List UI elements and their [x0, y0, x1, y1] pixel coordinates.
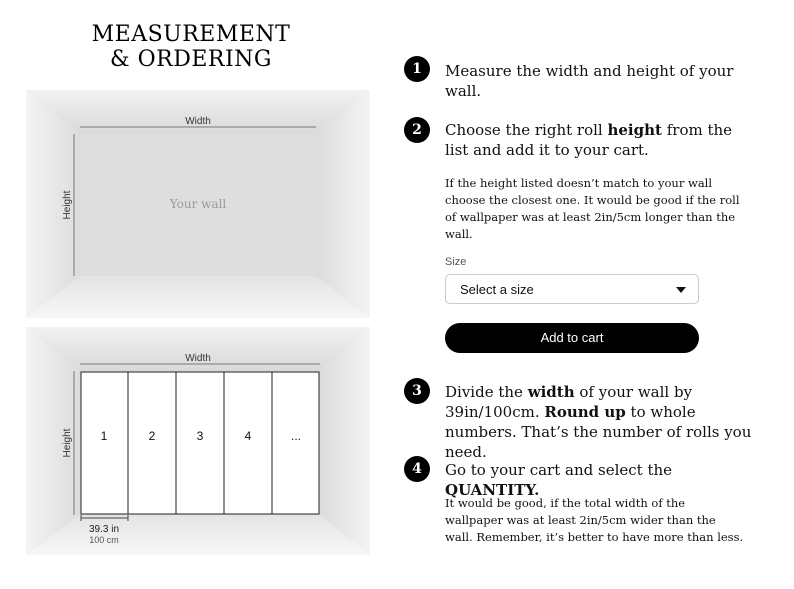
- step-2-note: If the height listed doesn’t match to your wall choose the closest one. It would be good if the roll of wallpaper was at least 2in/5cm longer than the wall.: [445, 176, 740, 241]
- step-2-bold: height: [607, 121, 662, 139]
- step-4-text-a: Go to your cart and select the: [445, 461, 673, 479]
- roll-label-2: 2: [148, 429, 156, 443]
- roll-more: [272, 372, 319, 514]
- step-number-4: 4: [404, 456, 430, 482]
- step-4-note: It would be good, if the total width of the wallpaper was at least 2in/5cm wider than the wall. Remember, it’s better to have more than less.: [445, 496, 744, 544]
- step-3-text-b: of your wall by 39in/100cm.: [445, 383, 693, 421]
- roll-label-1: 1: [100, 429, 108, 443]
- chevron-down-icon: [676, 287, 686, 293]
- width-label: Width: [185, 353, 211, 364]
- room-diagram-wall: [26, 90, 370, 318]
- step-2-text: [445, 120, 745, 160]
- height-label: Height: [62, 190, 73, 220]
- step-2-text-a: Choose the right roll: [445, 121, 608, 139]
- step-number-3: 3: [404, 378, 430, 404]
- step-number-1: 1: [404, 56, 430, 82]
- add-to-cart-button[interactable]: Add to cart: [445, 323, 699, 353]
- roll-2: [128, 372, 176, 514]
- step-4-text: [445, 460, 765, 500]
- roll-label-4: 4: [244, 429, 252, 443]
- width-label: Width: [185, 116, 211, 127]
- step-3: [404, 378, 764, 461]
- height-label: Height: [62, 428, 73, 458]
- wall-label: Your wall: [169, 197, 227, 211]
- step-4: [404, 456, 764, 499]
- step-3-bold-roundup: Round up: [544, 403, 626, 421]
- room-illustration: [26, 90, 370, 318]
- rolls-group: [81, 372, 319, 514]
- step-3-text-a: Divide the: [445, 383, 528, 401]
- step-number-2: 2: [404, 117, 430, 143]
- step-3-text-c: to whole numbers. That’s the number of rolls you need.: [445, 403, 752, 461]
- size-select[interactable]: [445, 274, 699, 304]
- step-3-text: [445, 382, 757, 462]
- step-4-bold: QUANTITY.: [445, 481, 540, 499]
- size-label: Size: [445, 256, 467, 268]
- step-2-text-b: from the list and add it to your cart.: [445, 121, 733, 159]
- step-1-text: Measure the width and height of your wall.: [445, 62, 734, 100]
- roll-width-in: 39.3 in: [88, 524, 120, 535]
- roll-label-more: ...: [290, 429, 302, 443]
- size-select-value: Select a size: [460, 282, 534, 297]
- roll-label-3: 3: [196, 429, 204, 443]
- roll-1: [81, 372, 128, 514]
- title-line-2: & ORDERING: [110, 47, 272, 72]
- roll-3: [176, 372, 224, 514]
- title-line-1: MEASUREMENT: [91, 22, 291, 47]
- page-title: [60, 22, 322, 72]
- room-diagram-rolls: [26, 327, 370, 555]
- rolls-illustration: [26, 327, 370, 555]
- roll-width-cm: 100 cm: [89, 535, 119, 545]
- roll-4: [224, 372, 272, 514]
- step-3-bold-width: width: [527, 383, 575, 401]
- step-1: [404, 56, 744, 100]
- step-2: [404, 117, 744, 161]
